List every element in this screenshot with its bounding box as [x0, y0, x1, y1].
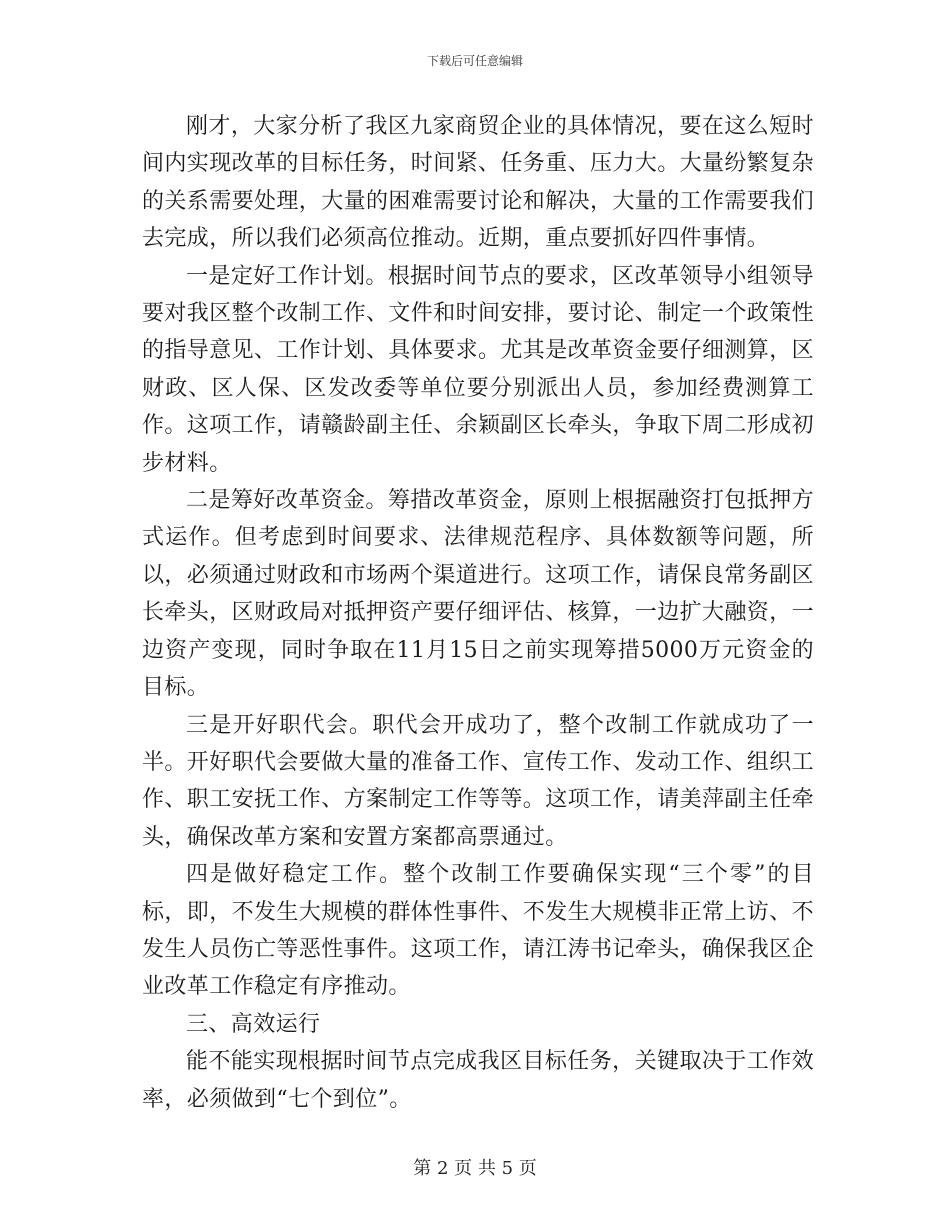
paragraph-seven-in-place: 能不能实现根据时间节点完成我区目标任务，关键取决于工作效率，必须做到“七个到位”。: [142, 1049, 814, 1112]
paragraph-stability: 四是做好稳定工作。整个改制工作要确保实现“三个零”的目标，即，不发生大规模的群体性事件、不发生大规模非正常上访、不发生人员伤亡等恶性事件。这项工作，请江涛书记牵头，确保我区企业改革工作稳定有序推动。: [142, 862, 815, 1000]
paragraph-intro: 刚才，大家分析了我区九家商贸企业的具体情况，要在这么短时间内实现改革的目标任务，时间紧、任务重、压力大。大量纷繁复杂的关系需要处理，大量的困难需要讨论和解决，大量的工作需要我们去完成，所以我们必须高位推动。近期，重点要抓好四件事情。: [142, 114, 815, 252]
section-heading-efficient-operation: 三、高效运行: [186, 1011, 321, 1037]
document-body: [142, 108, 814, 1118]
paragraph-workers-congress: 三是开好职代会。职代会开成功了，整个改制工作就成功了一半。开好职代会要做大量的准备工作、宣传工作、发动工作、组织工作、职工安抚工作、方案制定工作等等。这项工作，请美萍副主任牵头，确保改革方案和安置方案都高票通过。: [142, 712, 815, 850]
page-header: 下载后可任意编辑: [426, 54, 523, 68]
paragraph-work-plan: 一是定好工作计划。根据时间节点的要求，区改革领导小组领导要对我区整个改制工作、文件和时间安排，要讨论、制定一个政策性的指导意见、工作计划、具体要求。尤其是改革资金要仔细测算，区财政、区人保、区发改委等单位要分别派出人员，参加经费测算工作。这项工作，请赣龄副主任、余颖副区长牵头，争取下周二形成初步材料。: [142, 263, 815, 476]
page-number-footer: 第 2 页 共 5 页: [413, 1158, 537, 1179]
paragraph-reform-funds: 二是筹好改革资金。筹措改革资金，原则上根据融资打包抵押方式运作。但考虑到时间要求、法律规范程序、具体数额等问题，所以，必须通过财政和市场两个渠道进行。这项工作，请保良常务副区长牵头，区财政局对抵押资产要仔细评估、核算，一边扩大融资，一边资产变现，同时争取在11月15日之前实现筹措5000万元资金的目标。: [142, 488, 815, 701]
